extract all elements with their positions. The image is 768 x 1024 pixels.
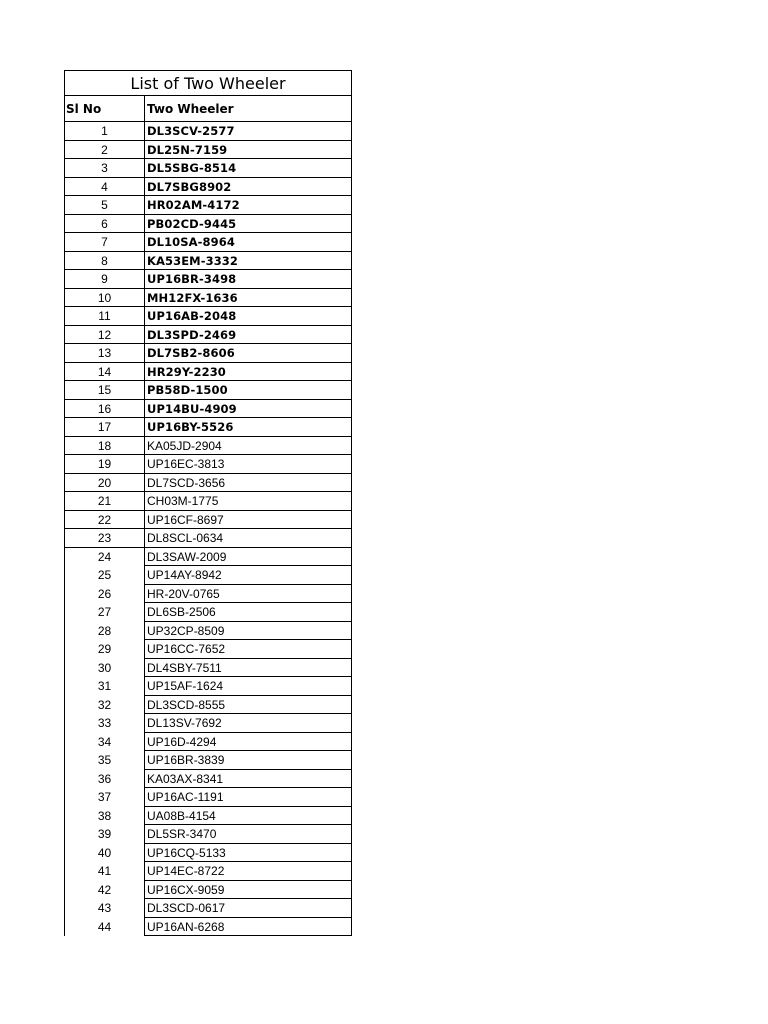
sl-no-cell: 13 xyxy=(64,344,144,363)
registration-cell: DL3SPD-2469 xyxy=(144,326,352,345)
table-row xyxy=(64,252,352,271)
sl-no-cell: 31 xyxy=(64,677,144,696)
registration-cell: HR02AM-4172 xyxy=(144,196,352,215)
table-row xyxy=(64,918,352,937)
registration-cell: UP16AB-2048 xyxy=(144,307,352,326)
sl-no-cell: 18 xyxy=(64,437,144,456)
table-row xyxy=(64,640,352,659)
sl-no-cell: 5 xyxy=(64,196,144,215)
registration-cell: UP16CX-9059 xyxy=(144,881,352,900)
table-row xyxy=(64,122,352,141)
sl-no-cell: 40 xyxy=(64,844,144,863)
table-row xyxy=(64,159,352,178)
registration-cell: UP16BR-3839 xyxy=(144,751,352,770)
sl-no-cell: 4 xyxy=(64,178,144,197)
registration-cell: UP14EC-8722 xyxy=(144,862,352,881)
table-row xyxy=(64,455,352,474)
registration-cell: UP16D-4294 xyxy=(144,733,352,752)
table-row xyxy=(64,714,352,733)
table-row xyxy=(64,178,352,197)
registration-cell: DL3SCD-0617 xyxy=(144,899,352,918)
sl-no-cell: 14 xyxy=(64,363,144,382)
sl-no-cell: 2 xyxy=(64,141,144,160)
sl-no-cell: 39 xyxy=(64,825,144,844)
table-row xyxy=(64,400,352,419)
table-row xyxy=(64,307,352,326)
registration-cell: UP16CF-8697 xyxy=(144,511,352,530)
sl-no-cell: 16 xyxy=(64,400,144,419)
table-row xyxy=(64,437,352,456)
registration-cell: KA05JD-2904 xyxy=(144,437,352,456)
sl-no-cell: 42 xyxy=(64,881,144,900)
registration-cell: DL3SCV-2577 xyxy=(144,122,352,141)
sl-no-cell: 8 xyxy=(64,252,144,271)
registration-cell: DL13SV-7692 xyxy=(144,714,352,733)
registration-cell: UA08B-4154 xyxy=(144,807,352,826)
registration-cell: UP16BY-5526 xyxy=(144,418,352,437)
registration-cell: UP16CC-7652 xyxy=(144,640,352,659)
table-row xyxy=(64,659,352,678)
sl-no-cell: 29 xyxy=(64,640,144,659)
registration-cell: HR29Y-2230 xyxy=(144,363,352,382)
table-row xyxy=(64,696,352,715)
registration-cell: UP15AF-1624 xyxy=(144,677,352,696)
sl-no-cell: 35 xyxy=(64,751,144,770)
sl-no-cell: 43 xyxy=(64,899,144,918)
sl-no-cell: 9 xyxy=(64,270,144,289)
registration-cell: DL6SB-2506 xyxy=(144,603,352,622)
sl-no-cell: 6 xyxy=(64,215,144,234)
registration-cell: DL7SB2-8606 xyxy=(144,344,352,363)
sl-no-cell: 28 xyxy=(64,622,144,641)
registration-cell: DL5SBG-8514 xyxy=(144,159,352,178)
sl-no-cell: 33 xyxy=(64,714,144,733)
registration-cell: UP16AN-6268 xyxy=(144,918,352,937)
table-row xyxy=(64,344,352,363)
registration-cell: DL8SCL-0634 xyxy=(144,529,352,548)
registration-cell: CH03M-1775 xyxy=(144,492,352,511)
sl-no-cell: 1 xyxy=(64,122,144,141)
two-wheeler-table xyxy=(64,70,352,936)
sl-no-cell: 26 xyxy=(64,585,144,604)
table-header xyxy=(64,96,352,122)
registration-cell: UP16BR-3498 xyxy=(144,270,352,289)
table-row xyxy=(64,585,352,604)
registration-cell: DL7SCD-3656 xyxy=(144,474,352,493)
registration-cell: DL25N-7159 xyxy=(144,141,352,160)
registration-cell: DL5SR-3470 xyxy=(144,825,352,844)
table-body xyxy=(64,122,352,936)
sl-no-cell: 17 xyxy=(64,418,144,437)
sl-no-cell: 23 xyxy=(64,529,144,548)
table-row xyxy=(64,492,352,511)
sl-no-cell: 41 xyxy=(64,862,144,881)
table-row xyxy=(64,141,352,160)
table-row xyxy=(64,215,352,234)
registration-cell: MH12FX-1636 xyxy=(144,289,352,308)
sl-no-cell: 11 xyxy=(64,307,144,326)
sl-no-cell: 19 xyxy=(64,455,144,474)
registration-cell: DL3SCD-8555 xyxy=(144,696,352,715)
registration-cell: UP14BU-4909 xyxy=(144,400,352,419)
table-row xyxy=(64,270,352,289)
sl-no-cell: 30 xyxy=(64,659,144,678)
registration-cell: UP16CQ-5133 xyxy=(144,844,352,863)
table-title: List of Two Wheeler xyxy=(64,70,352,96)
sl-no-cell: 25 xyxy=(64,566,144,585)
sl-no-cell: 21 xyxy=(64,492,144,511)
registration-cell: PB58D-1500 xyxy=(144,381,352,400)
table-row xyxy=(64,622,352,641)
table-row xyxy=(64,511,352,530)
table-row xyxy=(64,881,352,900)
sl-no-cell: 44 xyxy=(64,918,144,937)
sl-no-cell: 20 xyxy=(64,474,144,493)
sl-no-cell: 32 xyxy=(64,696,144,715)
registration-cell: HR-20V-0765 xyxy=(144,585,352,604)
sl-no-cell: 15 xyxy=(64,381,144,400)
sl-no-cell: 3 xyxy=(64,159,144,178)
table-row xyxy=(64,363,352,382)
registration-cell: DL4SBY-7511 xyxy=(144,659,352,678)
registration-cell: UP16AC-1191 xyxy=(144,788,352,807)
table-row xyxy=(64,770,352,789)
table-row xyxy=(64,233,352,252)
header-sl-no: Sl No xyxy=(64,96,144,122)
sl-no-cell: 27 xyxy=(64,603,144,622)
table-row xyxy=(64,844,352,863)
sl-no-cell: 36 xyxy=(64,770,144,789)
table-row xyxy=(64,529,352,548)
registration-cell: UP16EC-3813 xyxy=(144,455,352,474)
registration-cell: DL10SA-8964 xyxy=(144,233,352,252)
header-two-wheeler: Two Wheeler xyxy=(144,96,352,122)
table-row xyxy=(64,899,352,918)
table-row xyxy=(64,381,352,400)
table-row xyxy=(64,326,352,345)
sl-no-cell: 7 xyxy=(64,233,144,252)
registration-cell: UP14AY-8942 xyxy=(144,566,352,585)
sl-no-cell: 12 xyxy=(64,326,144,345)
table-row xyxy=(64,603,352,622)
table-row xyxy=(64,733,352,752)
sl-no-cell: 24 xyxy=(64,548,144,567)
table-row xyxy=(64,788,352,807)
table-row xyxy=(64,289,352,308)
table-row xyxy=(64,825,352,844)
registration-cell: KA53EM-3332 xyxy=(144,252,352,271)
registration-cell: KA03AX-8341 xyxy=(144,770,352,789)
table-row xyxy=(64,196,352,215)
table-row xyxy=(64,418,352,437)
sl-no-cell: 38 xyxy=(64,807,144,826)
sl-no-cell: 34 xyxy=(64,733,144,752)
table-row xyxy=(64,751,352,770)
table-row xyxy=(64,566,352,585)
registration-cell: PB02CD-9445 xyxy=(144,215,352,234)
sl-no-cell: 10 xyxy=(64,289,144,308)
table-row xyxy=(64,548,352,567)
table-row xyxy=(64,677,352,696)
table-row xyxy=(64,474,352,493)
sl-no-cell: 22 xyxy=(64,511,144,530)
table-row xyxy=(64,807,352,826)
sl-no-cell: 37 xyxy=(64,788,144,807)
table-row xyxy=(64,862,352,881)
registration-cell: DL3SAW-2009 xyxy=(144,548,352,567)
registration-cell: UP32CP-8509 xyxy=(144,622,352,641)
registration-cell: DL7SBG8902 xyxy=(144,178,352,197)
